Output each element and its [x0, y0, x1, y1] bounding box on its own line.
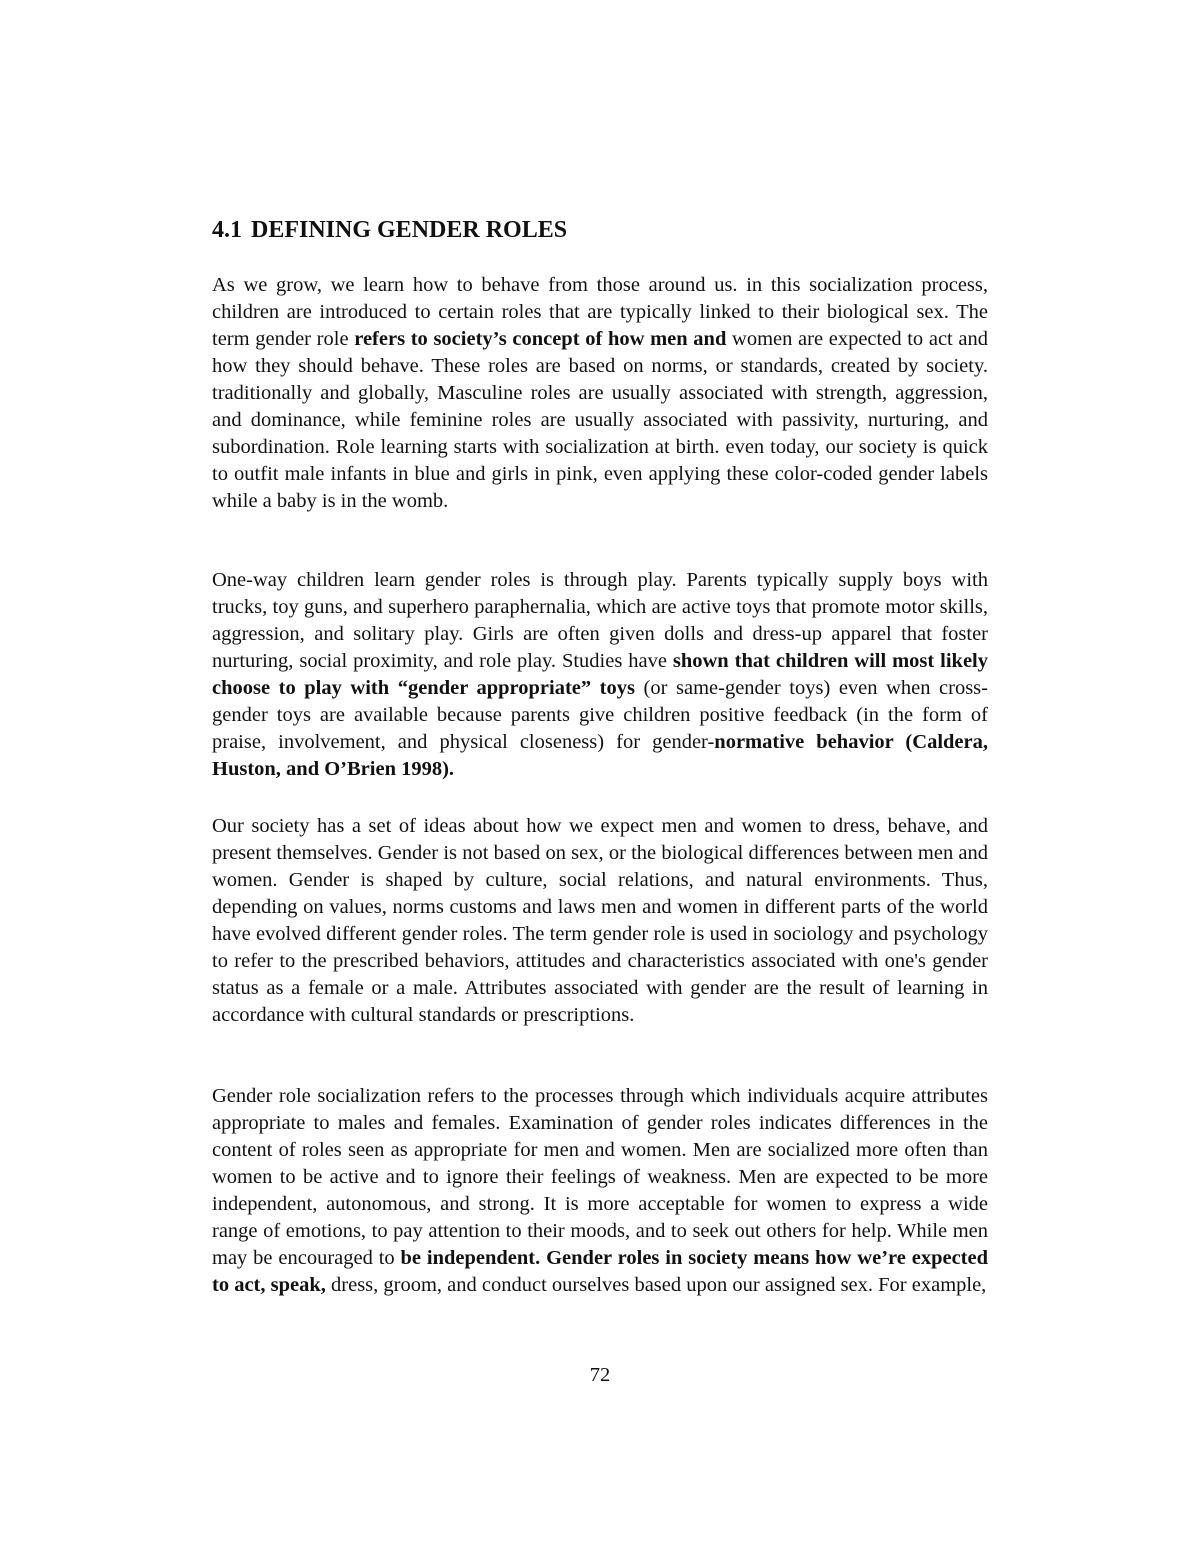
bold-emphasis: shown that children will most likely choose to play with “gender appropriate” toys — [212, 650, 988, 699]
paragraph-3 — [212, 813, 988, 1029]
paragraph-1 — [212, 272, 988, 515]
paragraph-text: (or same-gender toys) even when cross-gender toys are available because parents give children positive feedback (in the form of praise, involvement, and physical closeness) for gender- — [212, 677, 988, 753]
paragraph-text: women are expected to act and how they should behave. These roles are based on norms, or standards, created by society. traditionally and globally, Masculine roles are usually associated with strength, aggression, and dominance, while feminine roles are usually associated with passivity, nurturing, and subordination. Role learning starts with socialization at birth. even today, our society is quick to outfit male infants in blue and girls in pink, even applying these color-coded gender labels while a baby is in the womb. — [212, 328, 989, 512]
paragraph-4 — [212, 1083, 988, 1299]
paragraph-text: One-way children learn gender roles is through play. Parents typically supply boys with trucks, toy guns, and superhero paraphernalia, which are active toys that promote motor skills, aggression, and solitary play. Girls are often given dolls and dress-up apparel that foster nurturing, social proximity, and role play. Studies have — [212, 569, 988, 672]
paragraph-text: Gender role socialization refers to the processes through which individuals acquire attributes appropriate to males and females. Examination of gender roles indicates differences in the content of roles seen as appropriate for men and women. Men are socialized more often than women to be active and to ignore their feelings of weakness. Men are expected to be more independent, autonomous, and strong. It is more acceptable for women to express a wide range of emotions, to pay attention to their moods, and to seek out others for help. While men may be encouraged to — [212, 1085, 988, 1269]
section-number: 4.1 — [212, 217, 242, 243]
page-number: 72 — [589, 1364, 611, 1386]
paragraph-text: As we grow, we learn how to behave from those around us. in this socialization process, children are introduced to certain roles that are typically linked to their biological sex. The term gender role — [212, 274, 988, 350]
citation-emphasis: normative behavior (Caldera, Huston, and O’Brien 1998). — [212, 731, 988, 780]
section-title: DEFINING GENDER ROLES — [251, 217, 568, 243]
bold-emphasis: refers to society’s concept of how men and — [354, 328, 727, 350]
paragraph-text: Our society has a set of ideas about how we expect men and women to dress, behave, and present themselves. Gender is not based on sex, or the biological differences between men and women. Gender is shaped by culture, social relations, and natural environments. Thus, depending on values, norms customs and laws men and women in different parts of the world have evolved different gender roles. The term gender role is used in sociology and psychology to refer to the prescribed behaviors, attitudes and characteristics associated with one's gender status as a female or a male. Attributes associated with gender are the result of learning in accordance with cultural standards or prescriptions. — [212, 815, 988, 1026]
paragraph-2 — [212, 567, 988, 783]
bold-emphasis: be independent. Gender roles in society means how we’re expected to act, speak, — [212, 1247, 988, 1296]
paragraph-text: dress, groom, and conduct ourselves based upon our assigned sex. For example, — [325, 1274, 987, 1296]
section-heading — [212, 214, 992, 246]
